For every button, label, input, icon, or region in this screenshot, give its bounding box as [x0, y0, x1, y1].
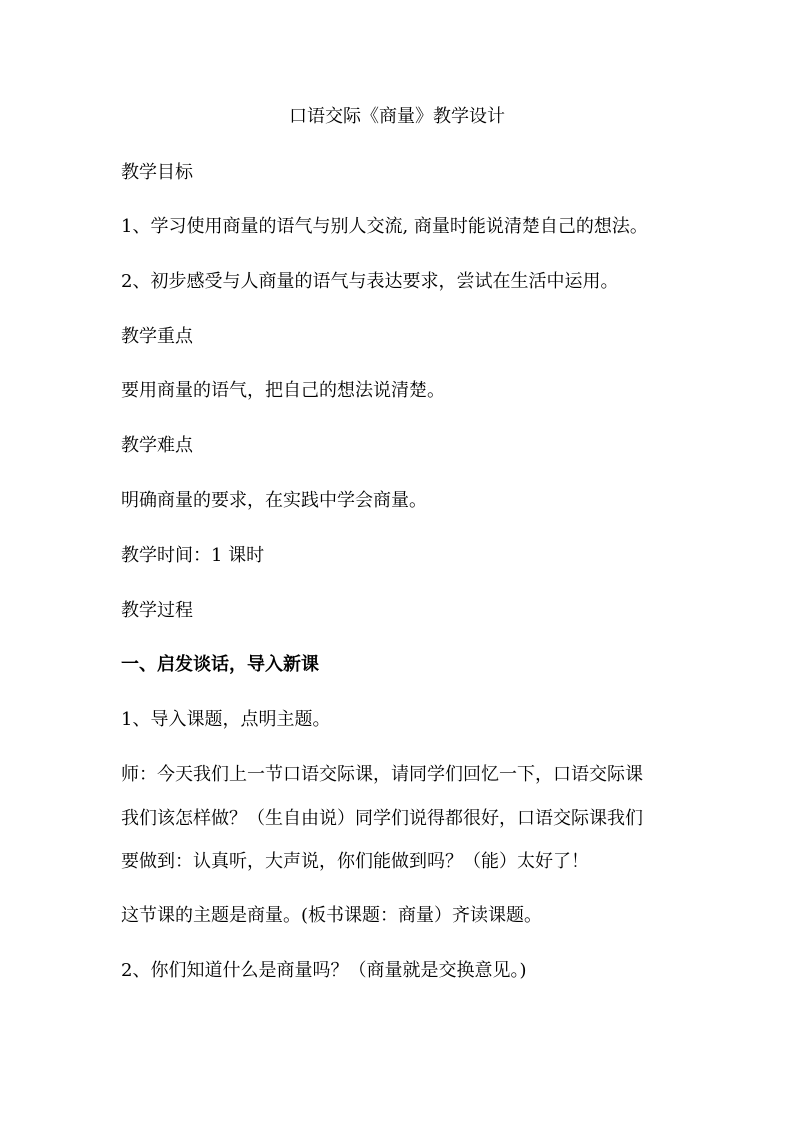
goal-item-1: 1、学习使用商量的语气与别人交流, 商量时能说清楚自己的想法。	[121, 216, 648, 237]
step-item-1: 1、导入课题，点明主题。	[121, 709, 331, 730]
paragraph-line-3: 要做到：认真听，大声说，你们能做到吗？（能）太好了！	[121, 851, 589, 872]
section-heading-1: 一、启发谈话，导入新课	[121, 654, 319, 675]
teaching-difficulty-text: 明确商量的要求，在实践中学会商量。	[121, 490, 427, 511]
teaching-time: 教学时间：1 课时	[121, 545, 265, 566]
paragraph-line-1: 师：今天我们上一节口语交际课，请同学们回忆一下，口语交际课	[121, 764, 643, 785]
heading-teaching-focus: 教学重点	[121, 326, 193, 347]
document-title: 口语交际《商量》教学设计	[289, 106, 505, 127]
paragraph-line-2: 我们该怎样做？（生自由说）同学们说得都很好，口语交际课我们	[121, 808, 643, 829]
heading-teaching-goals: 教学目标	[121, 162, 193, 183]
paragraph-line-4: 这节课的主题是商量。(板书课题：商量）齐读课题。	[121, 905, 543, 926]
step-item-2: 2、你们知道什么是商量吗？（商量就是交换意见。)	[121, 960, 527, 981]
goal-item-2: 2、初步感受与人商量的语气与表达要求，尝试在生活中运用。	[121, 271, 619, 292]
heading-teaching-difficulty: 教学难点	[121, 435, 193, 456]
teaching-focus-text: 要用商量的语气，把自己的想法说清楚。	[121, 380, 445, 401]
heading-teaching-process: 教学过程	[121, 600, 193, 621]
